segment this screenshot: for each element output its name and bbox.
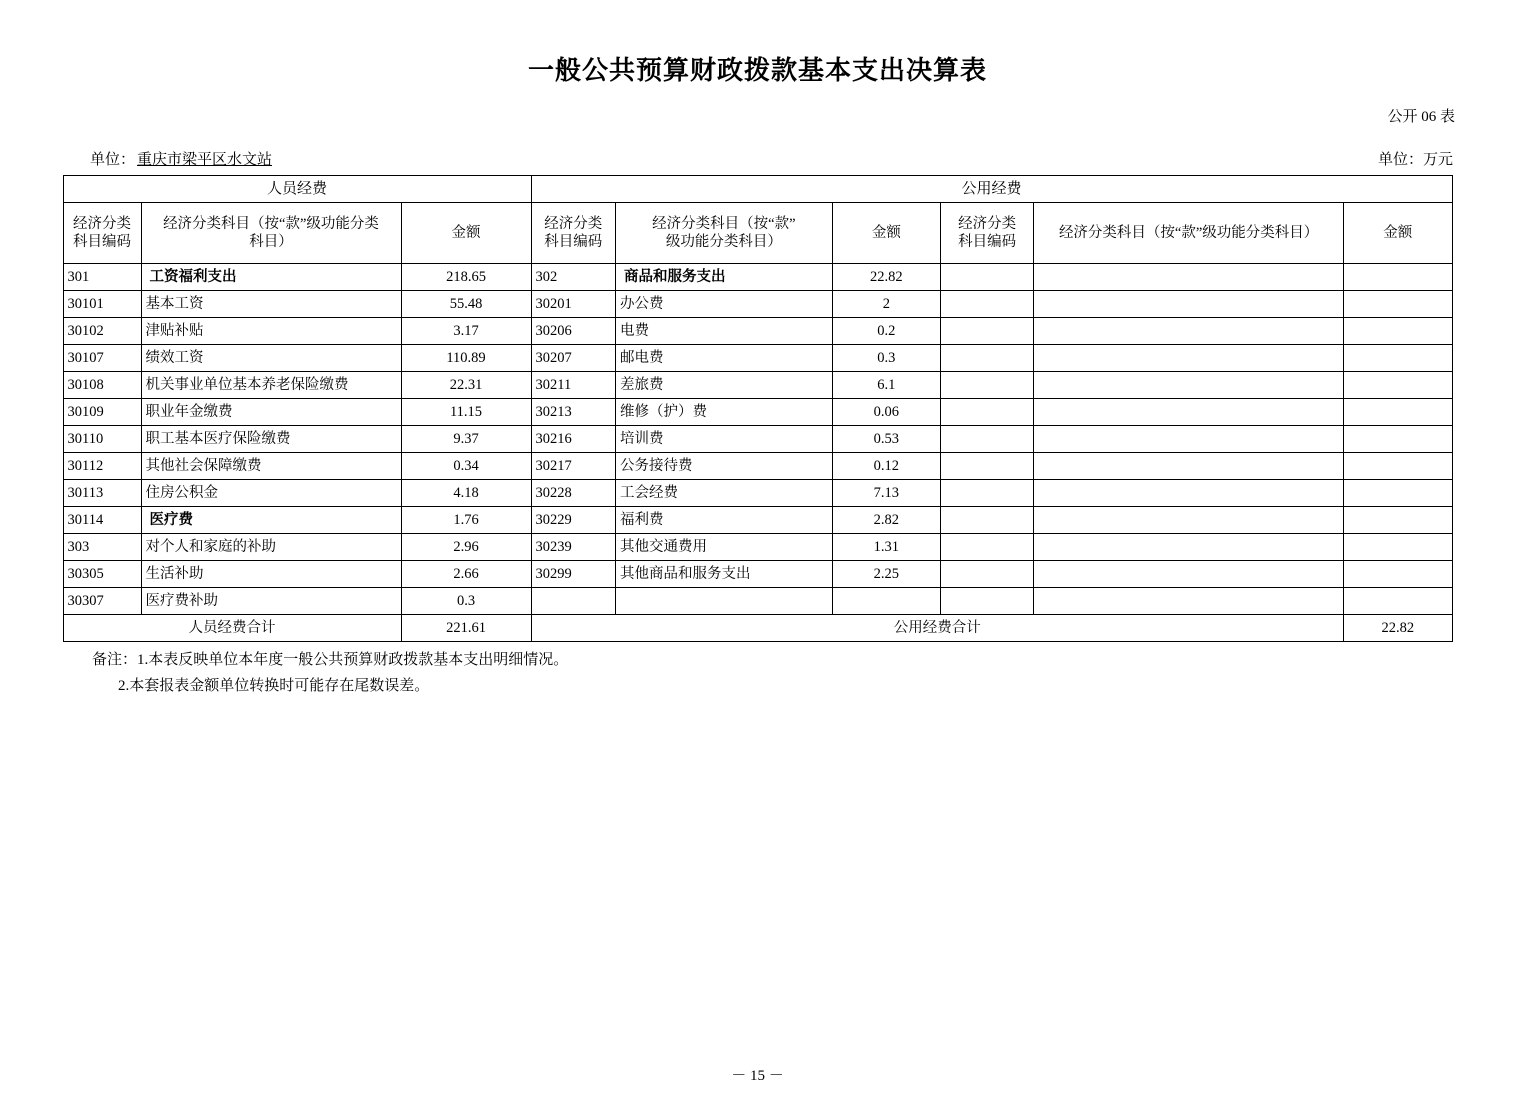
personnel-amount: 55.48 [401, 291, 531, 318]
table-row [63, 345, 1452, 372]
table-row [63, 426, 1452, 453]
col-header-personnel-amount: 金额 [401, 203, 531, 264]
public-code-extra [941, 507, 1034, 534]
public-amount: 0.3 [832, 345, 940, 372]
public-name-extra [1034, 399, 1344, 426]
public-amount: 0.06 [832, 399, 940, 426]
col-header-public-name-2: 经济分类科目（按“款”级功能分类科目） [1034, 203, 1344, 264]
personnel-name: 对个人和家庭的补助 [141, 534, 401, 561]
public-name: 其他交通费用 [616, 534, 833, 561]
note-line-2: 2.本套报表金额单位转换时可能存在尾数误差。 [118, 677, 430, 694]
public-amount-extra [1344, 318, 1452, 345]
table-row [63, 588, 1452, 615]
personnel-code: 30113 [63, 480, 141, 507]
public-amount: 0.53 [832, 426, 940, 453]
unit-info [90, 148, 274, 169]
personnel-name: 机关事业单位基本养老保险缴费 [141, 372, 401, 399]
group-header-public: 公用经费 [531, 176, 1452, 203]
public-amount: 2 [832, 291, 940, 318]
col-header-public-amount-2: 金额 [1344, 203, 1452, 264]
public-name-extra [1034, 264, 1344, 291]
public-name-extra [1034, 453, 1344, 480]
table-row [63, 453, 1452, 480]
col-header-public-code-1 [531, 203, 616, 264]
personnel-amount: 0.34 [401, 453, 531, 480]
public-code: 30216 [531, 426, 616, 453]
public-amount-extra [1344, 507, 1452, 534]
public-code-extra [941, 426, 1034, 453]
personnel-name: 绩效工资 [141, 345, 401, 372]
col-header-public-code-2-line1: 经济分类 [958, 215, 1017, 232]
public-code: 30211 [531, 372, 616, 399]
public-code: 30206 [531, 318, 616, 345]
public-amount: 0.12 [832, 453, 940, 480]
public-amount [832, 588, 940, 615]
personnel-amount: 2.66 [401, 561, 531, 588]
personnel-code: 30102 [63, 318, 141, 345]
table-row [63, 561, 1452, 588]
public-amount: 6.1 [832, 372, 940, 399]
totals-row [63, 615, 1452, 642]
public-code-extra [941, 291, 1034, 318]
notes-block [0, 648, 1515, 699]
public-code [531, 588, 616, 615]
public-amount-extra [1344, 426, 1452, 453]
personnel-code: 30110 [63, 426, 141, 453]
personnel-code: 30305 [63, 561, 141, 588]
public-amount-extra [1344, 561, 1452, 588]
personnel-amount: 0.3 [401, 588, 531, 615]
public-name: 差旅费 [616, 372, 833, 399]
col-header-public-code-1-line2: 科目编码 [544, 234, 603, 250]
personnel-name: 工资福利支出 [141, 264, 401, 291]
col-header-personnel-code [63, 203, 141, 264]
public-code-extra [941, 345, 1034, 372]
personnel-code: 30114 [63, 507, 141, 534]
personnel-name: 生活补助 [141, 561, 401, 588]
col-header-public-name-1-line2: 级功能分类科目） [665, 234, 782, 250]
personnel-name: 职业年金缴费 [141, 399, 401, 426]
public-name-extra [1034, 426, 1344, 453]
col-header-public-amount-1: 金额 [832, 203, 940, 264]
public-name: 公务接待费 [616, 453, 833, 480]
col-header-personnel-name [141, 203, 401, 264]
public-name: 电费 [616, 318, 833, 345]
public-amount-extra [1344, 264, 1452, 291]
public-amount-extra [1344, 534, 1452, 561]
amount-unit-label: 单位：万元 [1377, 152, 1453, 168]
personnel-code: 301 [63, 264, 141, 291]
col-header-public-name-1 [616, 203, 833, 264]
public-code-extra [941, 588, 1034, 615]
column-header-row [63, 203, 1452, 264]
col-header-public-code-2 [941, 203, 1034, 264]
public-code: 30201 [531, 291, 616, 318]
public-code-extra [941, 264, 1034, 291]
group-header-row [63, 176, 1452, 203]
public-code: 30299 [531, 561, 616, 588]
col-header-public-code-1-line1: 经济分类 [544, 215, 603, 232]
public-code-extra [941, 399, 1034, 426]
unit-label: 单位： [90, 152, 136, 168]
public-code: 30213 [531, 399, 616, 426]
public-code: 302 [531, 264, 616, 291]
public-code: 30239 [531, 534, 616, 561]
personnel-name: 职工基本医疗保险缴费 [141, 426, 401, 453]
public-code: 30207 [531, 345, 616, 372]
public-name: 邮电费 [616, 345, 833, 372]
meta-row [0, 148, 1515, 169]
public-name-extra [1034, 480, 1344, 507]
personnel-name: 其他社会保障缴费 [141, 453, 401, 480]
personnel-amount: 11.15 [401, 399, 531, 426]
personnel-amount: 4.18 [401, 480, 531, 507]
col-header-personnel-name-line1: 经济分类科目（按“款”级功能分类 [163, 215, 379, 232]
personnel-total-label: 人员经费合计 [63, 615, 401, 642]
col-header-personnel-name-line2: 科目） [249, 234, 293, 250]
public-amount: 7.13 [832, 480, 940, 507]
personnel-amount: 3.17 [401, 318, 531, 345]
document-page [0, 50, 1515, 1119]
personnel-name: 住房公积金 [141, 480, 401, 507]
personnel-amount: 110.89 [401, 345, 531, 372]
public-name: 维修（护）费 [616, 399, 833, 426]
public-amount: 22.82 [832, 264, 940, 291]
public-name-extra [1034, 561, 1344, 588]
public-name-extra [1034, 534, 1344, 561]
personnel-code: 303 [63, 534, 141, 561]
col-header-public-name-1-line1: 经济分类科目（按“款” [652, 215, 796, 232]
personnel-name: 医疗费补助 [141, 588, 401, 615]
public-code-extra [941, 453, 1034, 480]
personnel-code: 30112 [63, 453, 141, 480]
table-row [63, 534, 1452, 561]
table-row [63, 291, 1452, 318]
public-amount: 2.82 [832, 507, 940, 534]
table-row [63, 480, 1452, 507]
public-amount-extra [1344, 480, 1452, 507]
public-name-extra [1034, 588, 1344, 615]
personnel-amount: 1.76 [401, 507, 531, 534]
col-header-personnel-code-line2: 科目编码 [73, 234, 131, 250]
public-name-extra [1034, 291, 1344, 318]
public-amount-extra [1344, 372, 1452, 399]
public-amount-extra [1344, 399, 1452, 426]
public-name: 福利费 [616, 507, 833, 534]
col-header-personnel-code-line1: 经济分类 [73, 215, 131, 232]
public-amount-extra [1344, 345, 1452, 372]
unit-name: 重庆市梁平区水文站 [137, 152, 273, 168]
table-row [63, 318, 1452, 345]
public-name-extra [1034, 372, 1344, 399]
public-amount-extra [1344, 291, 1452, 318]
table-row [63, 372, 1452, 399]
public-code: 30228 [531, 480, 616, 507]
public-amount-extra [1344, 453, 1452, 480]
table-row [63, 507, 1452, 534]
public-total-amount: 22.82 [1344, 615, 1452, 642]
page-number: － 15 － [731, 1068, 784, 1084]
public-name-extra [1034, 345, 1344, 372]
public-name: 其他商品和服务支出 [616, 561, 833, 588]
public-amount: 2.25 [832, 561, 940, 588]
sheet-code-label: 公开 06 表 [1387, 109, 1455, 125]
public-code-extra [941, 480, 1034, 507]
public-total-label: 公用经费合计 [531, 615, 1344, 642]
group-header-personnel: 人员经费 [63, 176, 531, 203]
public-name [616, 588, 833, 615]
public-code-extra [941, 372, 1034, 399]
public-name: 商品和服务支出 [616, 264, 833, 291]
personnel-code: 30307 [63, 588, 141, 615]
public-name: 工会经费 [616, 480, 833, 507]
personnel-amount: 9.37 [401, 426, 531, 453]
personnel-code: 30109 [63, 399, 141, 426]
public-amount-extra [1344, 588, 1452, 615]
personnel-name: 基本工资 [141, 291, 401, 318]
public-name-extra [1034, 318, 1344, 345]
personnel-amount: 2.96 [401, 534, 531, 561]
public-amount: 0.2 [832, 318, 940, 345]
public-code: 30229 [531, 507, 616, 534]
personnel-code: 30101 [63, 291, 141, 318]
personnel-amount: 218.65 [401, 264, 531, 291]
public-name: 办公费 [616, 291, 833, 318]
personnel-name: 医疗费 [141, 507, 401, 534]
col-header-public-code-2-line2: 科目编码 [958, 234, 1017, 250]
budget-table [63, 175, 1453, 642]
personnel-total-amount: 221.61 [401, 615, 531, 642]
note-line-1: 备注：1.本表反映单位本年度一般公共预算财政拨款基本支出明细情况。 [92, 652, 569, 668]
public-code-extra [941, 534, 1034, 561]
personnel-code: 30108 [63, 372, 141, 399]
personnel-code: 30107 [63, 345, 141, 372]
public-code-extra [941, 318, 1034, 345]
public-code: 30217 [531, 453, 616, 480]
page-title: 一般公共预算财政拨款基本支出决算表 [527, 56, 987, 85]
public-code-extra [941, 561, 1034, 588]
public-amount: 1.31 [832, 534, 940, 561]
public-name: 培训费 [616, 426, 833, 453]
personnel-name: 津贴补贴 [141, 318, 401, 345]
table-row [63, 264, 1452, 291]
public-name-extra [1034, 507, 1344, 534]
table-row [63, 399, 1452, 426]
personnel-amount: 22.31 [401, 372, 531, 399]
